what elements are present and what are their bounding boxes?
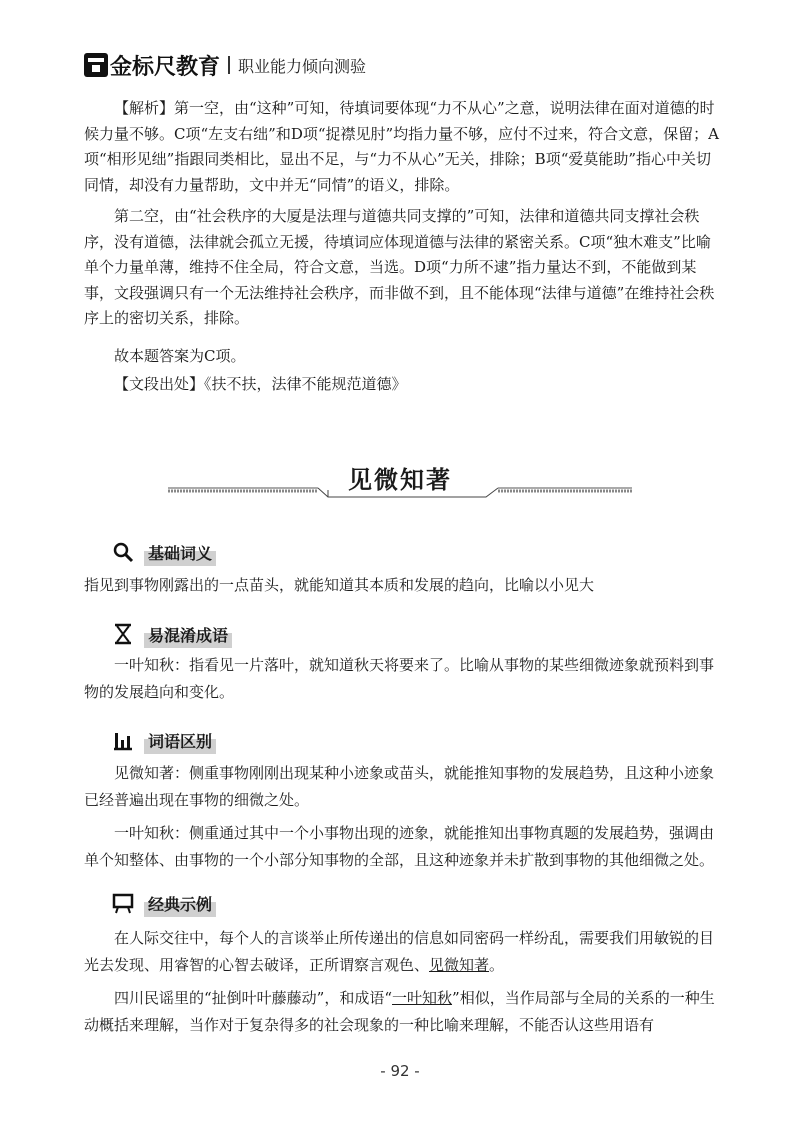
bar-chart-icon	[112, 729, 134, 751]
section-examples-heading	[112, 890, 216, 916]
example-1-term: 见微知著	[429, 956, 490, 974]
idiom-banner	[168, 450, 632, 502]
section-meaning-text: 指见到事物刚露出的一点苗头，就能知道其本质和发展的趋向，比喻以小见大	[84, 576, 595, 594]
section-difference-label: 词语区别	[144, 727, 216, 754]
analysis-source: 【文段出处】《扶不扶，法律不能规范道德》	[114, 375, 407, 393]
example-1-end: 。	[489, 956, 505, 974]
example-2-term: 一叶知秋	[392, 989, 453, 1007]
section-confusable-text: 一叶知秋：指看见一片落叶，就知道秋天将要来了。比喻从事物的某些细微迹象就预料到事物的发展趋向和变化。	[84, 656, 715, 701]
section-difference-paragraph-1: 见微知著：侧重事物刚刚出现某种小迹象或苗头，就能推知事物的发展趋势，且这种小迹象已经普遍出现在事物的细微之处。	[84, 764, 715, 809]
section-meaning-heading	[112, 539, 216, 565]
page-header	[84, 51, 366, 79]
section-confusable-label: 易混淆成语	[144, 621, 232, 648]
analysis-answer: 故本题答案为C项。	[114, 347, 246, 365]
analysis-paragraph-1: 【解析】第一空，由“这种”可知，待填词要体现“力不从心”之意，说明法律在面对道德的时候力量不够。C项“左支右绌”和D项“捉襟见肘”均指力量不够，应付不过来，符合文意，保留；A项“相形见绌”指跟同类相比，显出不足，与“力不从心”无关，排除；B项“爱莫能助”指心中关切同情，却没有力量帮助，文中并无“同情”的语义，排除。	[84, 99, 720, 194]
section-meaning-label: 基础词义	[144, 539, 216, 566]
section-examples-paragraph-2	[84, 985, 724, 1039]
section-examples-paragraph-1	[84, 925, 724, 979]
banner-title: 见微知著	[348, 465, 452, 494]
section-difference-paragraph-2: 一叶知秋：侧重通过其中一个小事物出现的迹象，就能推知出事物真题的发展趋势，强调由单个知整体、由事物的一个小部分知事物的全部，且这种迹象并未扩散到事物的其他细微之处。	[84, 824, 715, 869]
whiteboard-icon	[112, 892, 134, 914]
section-examples-label: 经典示例	[144, 890, 216, 917]
section-confusable-heading	[112, 621, 232, 647]
example-1-text: 在人际交往中，每个人的言谈举止所传递出的信息如同密码一样纷乱，需要我们用敏锐的目光去发现、用睿智的心智去破译，正所谓察言观色、	[84, 929, 715, 974]
page-number: - 92 -	[380, 1062, 420, 1080]
header-divider	[228, 56, 230, 74]
brand-logo-icon	[84, 53, 108, 77]
section-difference-heading	[112, 727, 216, 753]
example-2-text-a: 四川民谣里的“扯倒叶叶藤藤动”，和成语“	[114, 989, 393, 1007]
example-2-text-b: ”相似，当作局部与全局的关系的一种生动概括来理解，当作对于复杂得多的社会现象的一种比喻来理解，不能否认这些用语有	[84, 989, 715, 1034]
analysis-paragraph-2: 第二空，由“社会秩序的大厦是法理与道德共同支撑的”可知，法律和道德共同支撑社会秩序，没有道德，法律就会孤立无援，待填词应体现道德与法律的紧密关系。C项“独木难支”比喻单个力量单薄，维持不住全局，符合文意，当选。D项“力所不逮”指力量达不到，不能做到某事，文段强调只有一个无法维持社会秩序，而非做不到，且不能体现“法律与道德”在维持社会秩序上的密切关系，排除。	[84, 207, 715, 327]
brand-name: 金标尺教育	[110, 54, 221, 80]
magnifier-icon	[112, 541, 134, 563]
header-subtitle: 职业能力倾向测验	[238, 56, 367, 76]
hourglass-icon	[112, 623, 134, 645]
